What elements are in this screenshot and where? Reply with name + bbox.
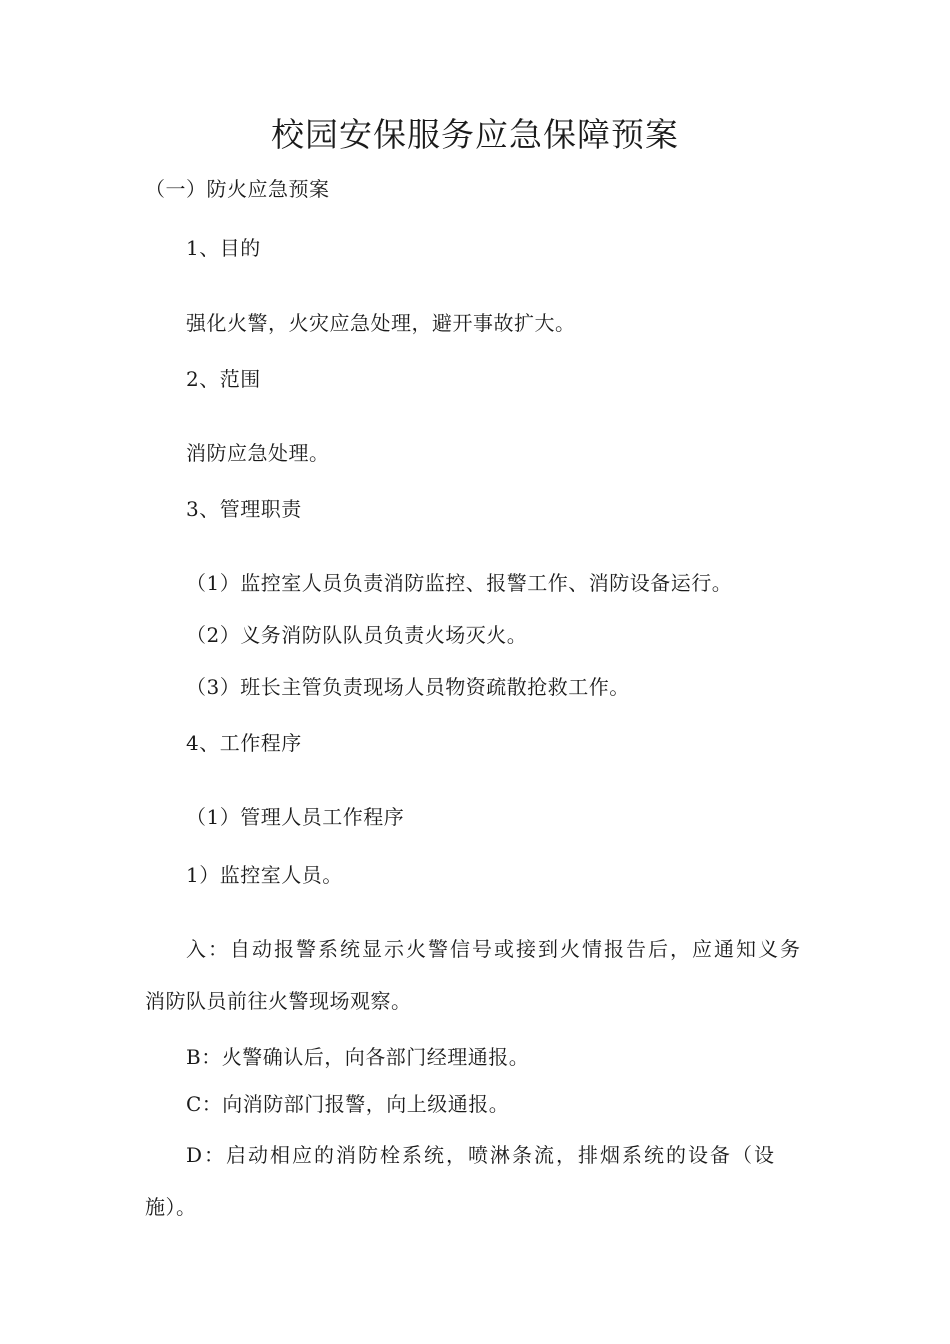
- section-heading: （一）防火应急预案: [145, 177, 330, 201]
- item3-heading: 3、管理职责: [186, 497, 302, 521]
- step-d-line2: 施）。: [145, 1195, 197, 1219]
- item4-heading: 4、工作程序: [186, 731, 302, 755]
- document-title: 校园安保服务应急保障预案: [271, 115, 679, 154]
- item3-sub1: （1）监控室人员负责消防监控、报警工作、消防设备运行。: [186, 571, 733, 595]
- step-d-line1: D：启动相应的消防栓系统，喷淋条流，排烟系统的设备（设: [186, 1143, 777, 1167]
- item3-sub3: （3）班长主管负责现场人员物资疏散抢救工作。: [186, 675, 630, 699]
- step-a-line2: 消防队员前往火警现场观察。: [145, 989, 412, 1013]
- item3-sub2: （2）义务消防队队员负责火场灭火。: [186, 623, 528, 647]
- item1-heading: 1、目的: [186, 236, 261, 260]
- item4-sub1: （1）管理人员工作程序: [186, 805, 405, 829]
- item1-text: 强化火警，火灾应急处理，避开事故扩大。: [186, 311, 576, 335]
- item2-heading: 2、范围: [186, 367, 261, 391]
- step-c: C：向消防部门报警，向上级通报。: [186, 1092, 510, 1116]
- step-a-line1: 入：自动报警系统显示火警信号或接到火情报告后，应通知义务: [186, 937, 802, 961]
- item4-sub1-1: 1）监控室人员。: [186, 863, 343, 887]
- item2-text: 消防应急处理。: [186, 441, 330, 465]
- step-b: B：火警确认后，向各部门经理通报。: [186, 1045, 530, 1069]
